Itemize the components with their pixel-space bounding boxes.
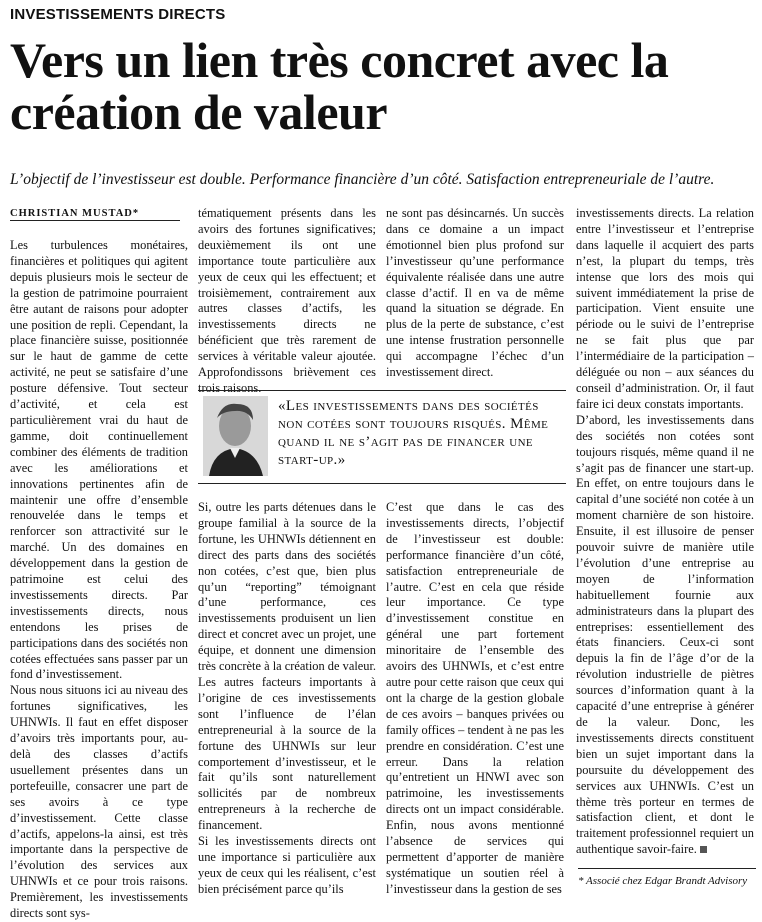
paragraph — [576, 413, 754, 858]
paragraph-text: D’abord, les investissements dans des sociétés non cotées sont toujours risqués, même quand il ne s’agit pas de financer une start-up. En effet, on entre toujours dans le capital d’une société non cotée à un moment charnière de son histoire. Ensuite, il est illusoire de penser pouvoir suivre de manière utile l’évolution d’une entreprise au moyen de l’information habituellement fournie aux administrateurs dans la plupart des entreprises: essentiellement des états financiers. Ceux-ci sont depuis la fin de l’âge d’or de la révolution industrielle de piètres sources d’information quant à la capacité d’une entreprise à générer de la valeur. Donc, les investissements directs constituent bien un sujet important dans la poursuite du développement des services aux UHNWIs. C’est un thème très porteur en termes de satisfaction client, et dont le traitement professionnel requiert un authentique savoir-faire. — [576, 412, 754, 857]
column-3-top — [386, 206, 564, 386]
column-3-bottom — [386, 500, 564, 900]
footnote: * Associé chez Edgar Brandt Advisory — [578, 868, 756, 887]
paragraph: C’est que dans le cas des investissements directs, l’objectif de l’investisseur est double: performance financière d’un côté, satisfaction entrepreneuriale de l’autre. C’est en cela que réside leur importance. Ce type d’investissement constitue en général une part fortement minoritaire de l’ensemble des avoirs des UHNWIs, et c’est entre autre pour cette raison que ceux qui ont la charge de la gestion globale de ces avoirs – banques privées ou family offices – tendent à ne pas les prendre en considération. C’est une erreur. Dans la relation qu’entretient un HNWI avec son patrimoine, les investissements directs ont un impact considérable. Enfin, nous avons mentionné l’absence de services qui permettent d’apporter de manière systématique un soutien réel à l’investisseur dans la gestion de ses — [386, 500, 564, 896]
author-portrait — [203, 396, 268, 476]
paragraph: Si les investissements directs ont une importance si particulière aux yeux de ceux qui les réalisent, c’est bien précisément parce qu’ils — [198, 834, 376, 896]
paragraph: Les turbulences monétaires, financières et politiques qui agitent depuis plusieurs mois le secteur de la gestion de patrimoine pourraient être autant de raisons pour adopter une position de repli. Cependant, la place financière suisse, positionnée sur le haut de gamme de cette activité, ne peut se satisfaire d’une posture défensive. Tout secteur d’activité, et cela est particulièrement vrai du haut de gamme, doit continuellement combiner des éléments de tradition avec les améliorations et innovations pertinentes afin de maintenir une offre d’ensemble renouvelée dans le temps et renforcer son attractivité sur le marché. Un des domaines en développement dans la gestion de patrimoine est celui des investissements directs. Par investissements directs, nous entendons les prises de participations dans des sociétés non cotées effectuées sans passer par un fond d’investissement. — [10, 238, 188, 682]
paragraph: investissements directs. La relation entre l’investisseur et l’entreprise dans laquelle il acquiert des parts n’est, la plupart du temps, très intense que lors des mois qui suivent immédiatement la prise de participation. Vient ensuite une période ou le suivi de l’entreprise ne se fait plus que par l’intermédiaire de la participation – déléguée ou non – aux séances du conseil d’administration. Or, il faut faire ici deux constats importants. — [576, 206, 754, 411]
headline: Vers un lien très concret avec la création de valeur — [10, 32, 669, 140]
section-rubric: INVESTISSEMENTS DIRECTS — [10, 6, 226, 23]
paragraph: Nous nous situons ici au niveau des fortunes significatives, les UHNWIs. Il faut en effet disposer d’avoirs très importants pour, au-delà des classes d’actifs usuellement présentes dans un portefeuille, consacrer une part de ses avoirs à ce type d’investissement. Cette classe d’actifs, appelons-la ainsi, est très importante dans la perspective de l’évolution des services aux UHNWIs et ce pour trois raisons. Premièrement, les investissements directs sont sys- — [10, 683, 188, 921]
column-2-bottom — [198, 500, 376, 900]
end-of-article-mark — [700, 846, 707, 853]
column-4 — [576, 206, 754, 857]
lede: L’objectif de l’investisseur est double. Performance financière d’un côté. Satisfaction entrepreneuriale de l’autre. — [10, 171, 715, 188]
column-1 — [10, 238, 188, 921]
pull-quote-box — [198, 390, 566, 484]
byline: CHRISTIAN MUSTAD* — [10, 208, 180, 221]
paragraph: Si, outre les parts détenues dans le groupe familial à la source de la fortune, les UHNWIs détiennent en direct des parts dans des sociétés non cotées, c’est que, bien plus qu’un “reporting” témoignant d’une performance, ces investissements produisent un lien direct et concret avec un projet, une équipe, et donnent une dimension très concrète à la création de valeur. Les autres facteurs importants à l’origine de ces investissements sont l’influence de l’élan entrepreneurial à la source de la fortune des UHNWIs sur leur comportement d’investisseur, et le fait qu’ils sont naturellement sollicités par de nombreux entrepreneurs à la recherche de financement. — [198, 500, 376, 833]
pull-quote: «Les investissements dans des sociétés non cotées sont toujours risqués. Même quand il ne s’agit pas de financer une start-up.» — [278, 398, 549, 468]
paragraph: ne sont pas désincarnés. Un succès dans ce domaine a un impact émotionnel bien plus profond sur l’investisseur qu’une performance équivalente réalisée dans une autre classe d’actif. Il en va de même quand la situation se dégrade. En plus de la perte de substance, c’est une intense frustration personnelle qui accompagne l’échec d’un investissement direct. — [386, 206, 564, 380]
column-2-top — [198, 206, 376, 395]
paragraph: tématiquement présents dans les avoirs des fortunes significatives; deuxièmement ils ont une importance toute particulière aux yeux de ceux qui les effectuent; et troisièmement, contrairement aux autres classes d’actifs, les investissements directs ne bénéficient que très rarement de services à véritable valeur ajoutée. Approfondissons brièvement ces trois raisons. — [198, 206, 376, 395]
